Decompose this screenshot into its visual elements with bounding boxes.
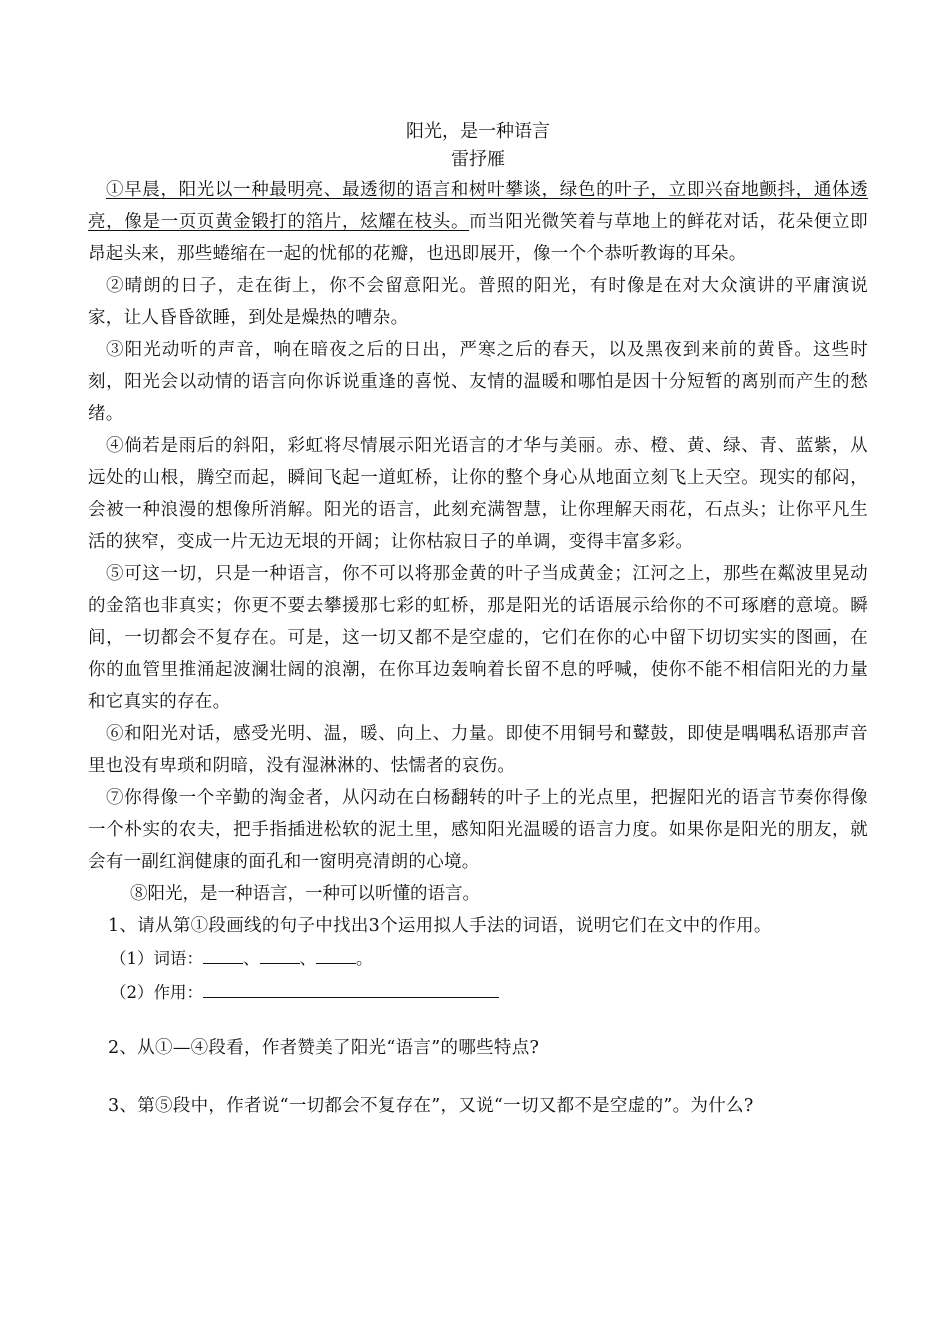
spacer	[88, 1010, 868, 1032]
answer-blank-2[interactable]	[260, 945, 300, 964]
question-2: 2、从①—④段看，作者赞美了阳光“语言”的哪些特点?	[108, 1038, 540, 1058]
effect-label: （2）作用：	[110, 983, 203, 1002]
paragraph-5: ⑤可这一切，只是一种语言，你不可以将那金黄的叶子当成黄金；江河之上，那些在粼波里晃动的金箔也非真实；你更不要去攀援那七彩的虹桥，那是阳光的话语展示给你的不可琢磨的意境。瞬间，一切都会不复存在。可是，这一切又都不是空虚的，它们在你的心中留下切切实实的图画，在你的血管里推涌起波澜壮阔的浪潮，在你耳边轰响着长留不息的呼喊，使你不能不相信阳光的力量和它真实的存在。	[88, 564, 868, 712]
question-1-words	[88, 942, 868, 976]
paragraph-8: ⑧阳光，是一种语言，一种可以听懂的语言。	[130, 884, 480, 904]
question-3: 3、第⑤段中，作者说“一切都会不复存在”，又说“一切又都不是空虚的”。为什么?	[108, 1096, 754, 1116]
question-1: 1、请从第①段画线的句子中找出3个运用拟人手法的词语，说明它们在文中的作用。	[108, 916, 772, 936]
answer-blank-effect[interactable]	[203, 979, 499, 998]
paragraph-4: ④倘若是雨后的斜阳，彩虹将尽情展示阳光语言的才华与美丽。赤、橙、黄、绿、青、蓝紫，从远处的山根，腾空而起，瞬间飞起一道虹桥，让你的整个身心从地面立刻飞上天空。现实的郁闷，会被一种浪漫的想像所消解。阳光的语言，此刻充满智慧，让你理解天雨花，石点头；让你平凡生活的狭窄，变成一片无边无垠的开阔；让你枯寂日子的单调，变得丰富多彩。	[88, 436, 868, 552]
paragraph-1	[88, 174, 868, 270]
paragraph-7: ⑦你得像一个辛勤的淘金者，从闪动在白杨翻转的叶子上的光点里，把握阳光的语言节奏你得像一个朴实的农夫，把手指插进松软的泥土里，感知阳光温暖的语言力度。如果你是阳光的朋友，就会有一副红润健康的面孔和一窗明亮清朗的心境。	[88, 788, 868, 872]
document-page	[88, 118, 868, 1122]
question-1-effect	[88, 976, 868, 1010]
article-author: 雷抒雁	[451, 149, 505, 170]
answer-blank-3[interactable]	[316, 945, 356, 964]
article-title: 阳光，是一种语言	[406, 121, 550, 142]
period: 。	[356, 949, 373, 968]
paragraph-2: ②晴朗的日子，走在街上，你不会留意阳光。普照的阳光，有时像是在对大众演讲的平庸演说家，让人昏昏欲睡，到处是燥热的嘈杂。	[88, 276, 868, 328]
answer-blank-1[interactable]	[203, 945, 243, 964]
paragraph-1-rest: 而当阳光微笑着与草地上的鲜花对话，花朵便立即昂起头来，那些蜷缩在一起的忧郁的花瓣，也迅即展开，像一个个恭听教诲的耳朵。	[88, 212, 868, 264]
spacer	[88, 1064, 868, 1090]
separator: 、	[299, 949, 316, 968]
paragraph-6: ⑥和阳光对话，感受光明、温，暖、向上、力量。即使不用铜号和鼙鼓，即使是喁喁私语那声音里也没有卑琐和阴暗，没有湿淋淋的、怯懦者的哀伤。	[88, 724, 868, 776]
paragraph-3: ③阳光动听的声音，响在暗夜之后的日出，严寒之后的春天，以及黑夜到来前的黄昏。这些时刻，阳光会以动情的语言向你诉说重逢的喜悦、友情的温暖和哪怕是因十分短暂的离别而产生的愁绪。	[88, 340, 868, 424]
underlined-sentence: ①早晨，阳光以一种最明亮、最透彻的语言和树叶攀谈，绿色的叶子，立即兴奋地颤抖，通体透亮，像是一页页黄金锻打的箔片，炫耀在枝头。	[88, 180, 868, 232]
separator: 、	[243, 949, 260, 968]
words-label: （1）词语：	[110, 949, 203, 968]
